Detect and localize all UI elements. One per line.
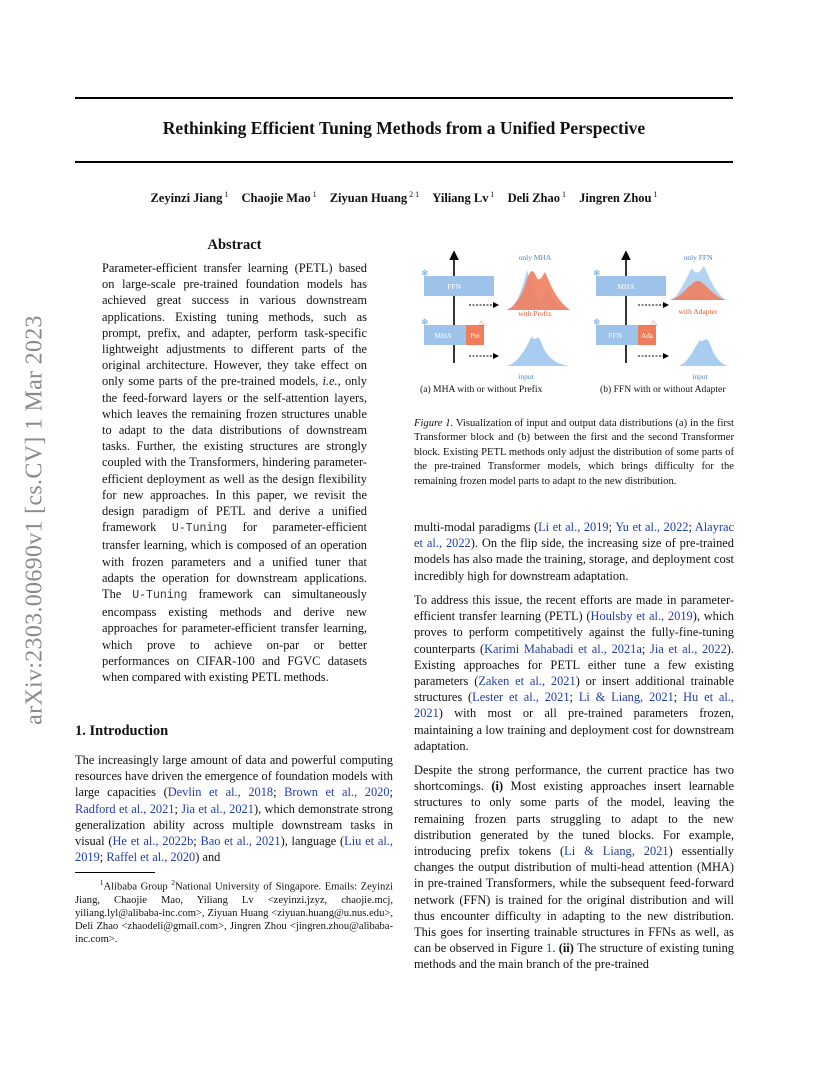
citation-link[interactable]: Raffel et al., 2020 <box>106 850 196 865</box>
distribution-input <box>506 336 570 366</box>
citation-link[interactable]: He et al., 2022b <box>112 834 194 849</box>
citation-link[interactable]: Alayrac et al., 2022 <box>414 520 734 551</box>
abstract-body: Parameter-efficient transfer learning (PETL) based on large-scale pre-trained foundation models has achieved great success in various downstream applications. Existing tuning methods, such as prompt, prefix, and adapter, perform task-specific lightweight adjustments to different parts of the original architecture. However, they take effect on only some parts of the pre-trained models, i.e., only the feed-forward layers or the self-attention layers, which leaves the remaining frozen structures unable to adapt to the data distributions of downstream tasks. Further, the existing structures are strongly coupled with the Transformers, hindering parameter-efficient deployment as well as the design flexibility for new approaches. In this paper, we revisit the design paradigm of PETL and derive a unified framework U-Tuning for parameter-efficient transfer learning, which is composed of an operation with frozen parameters and a unified tuner that adapts the operation for downstream applications. The U-Tuning framework can simultaneously encompass existing methods and derive new approaches for parameter-efficient transfer learning, which prove to achieve on-par or better performances on CIFAR-100 and FGVC datasets when compared with existing PETL methods. <box>102 261 367 685</box>
box-label: Pre <box>470 332 480 340</box>
right-paragraph-3: Despite the strong performance, the current practice has two shortcomings. (i) Most existing approaches insert learnable structures to only some parts of the model, leaving the remaining frozen parts struggling to adapt to the new distribution generated by the tuned blocks. For example, introducing prefix tokens (Li & Liang, 2021) essentially changes the output distribution of multi-head attention (MHA) in pre-trained Transformers, while the subsequent feed-forward network (FFN) is trained for the original distribution and will thus encounter difficulty in adapting to the new distribution. This goes for inserting trainable structures in FFNs as well, as can be observed in Figure 1. (ii) The structure of existing tuning methods and the main branch of the pre-trained <box>414 763 735 972</box>
top-label: only MHA <box>518 253 552 262</box>
figure-1-diagram <box>414 248 734 386</box>
author-list <box>75 190 733 206</box>
figure-caption: Figure 1. Visualization of input and output data distributions (a) in the first Transformer block and (b) between the first and the second Transformer block. Existing PETL methods only adjust the distribution of some parts of the pre-trained Transformer models, which brings difficulty for the remaining frozen model parts to adapt to the new distribution. <box>414 418 734 487</box>
figure-ref-link[interactable]: 1 <box>546 941 553 956</box>
citation-link[interactable]: Liu et al., 2019 <box>75 834 393 865</box>
citation-link[interactable]: Karimi Mahabadi et al., 2021a <box>484 641 642 656</box>
citation-link[interactable]: Lester et al., 2021 <box>472 690 570 705</box>
distribution-input <box>678 339 728 366</box>
citation-link[interactable]: Hu et al., 2021 <box>414 690 734 721</box>
top-label: only FFN <box>683 253 713 262</box>
citation-link[interactable]: Radford et al., 2021 <box>75 801 175 816</box>
citation-link[interactable]: Jia et al., 2022 <box>650 641 727 656</box>
snowflake-icon: ❄ <box>421 317 429 327</box>
intro-paragraph: The increasingly large amount of data and powerful computing resources have driven the emergence of foundation models with large capacities (Devlin et al., 2018; Brown et al., 2020; Radford et al., 2021; Jia et al., 2021), which demonstrate strong generalization ability across multiple downstream tasks in visual (He et al., 2022b; Bao et al., 2021), language (Liu et al., 2019; Raffel et al., 2020) and <box>75 753 393 865</box>
distribution-red <box>506 271 570 310</box>
paper-title: Rethinking Efficient Tuning Methods from a Unified Perspective <box>162 118 646 138</box>
panel-b <box>593 252 728 381</box>
author: Chaojie Mao $^1$ <box>241 190 317 206</box>
citation-link[interactable]: Bao et al., 2021 <box>200 834 281 849</box>
subfigure-caption-b: (b) FFN with or without Adapter <box>600 384 726 395</box>
fire-icon: ♨ <box>478 318 487 328</box>
author: Ziyuan Huang $^{2 1}$ <box>329 190 420 206</box>
figure-1 <box>414 248 734 398</box>
footnote-rule <box>75 872 155 873</box>
panel-a <box>421 252 570 381</box>
citation-link[interactable]: Yu et al., 2022 <box>615 520 689 534</box>
right-paragraph-1: multi-modal paradigms (Li et al., 2019; Yu et al., 2022; Alayrac et al., 2022). On the flip side, the increasing size of pre-trained models has also made the training, storage, and deployment cost incredibly high for downstream adaptation. <box>414 520 734 583</box>
input-label: input <box>518 372 534 381</box>
footnote: $^1$Alibaba Group $^2$National University of Singapore. Emails: Zeyinzi Jiang, Chaojie Mao, Yiliang Lv <zeyinzi.jzyz, chaojie.mcj, yiliang.lyl@alibaba-inc.com>, Ziyuan Huang <ziyuan.huang@u.nus.edu>, Deli Zhao <zhaodeli@gmail.com>, Jingren Zhou <jingren.zhou@alibaba-inc.com>. <box>75 878 393 946</box>
citation-link[interactable]: Jia et al., 2021 <box>181 801 254 816</box>
author: Deli Zhao $^1$ <box>507 190 567 206</box>
title-bottom-rule <box>75 161 733 163</box>
citation-link[interactable]: Houlsby et al., 2019 <box>590 609 693 624</box>
distribution-red <box>670 281 726 300</box>
box-label: Ada <box>641 332 653 340</box>
utuning-code: U-Tuning <box>171 522 228 536</box>
section-heading-introduction: 1. Introduction <box>75 723 169 739</box>
title-top-rule <box>75 97 733 99</box>
citation-link[interactable]: Zaken et al., 2021 <box>478 674 576 689</box>
citation-link[interactable]: Li & Liang, 2021 <box>578 690 674 705</box>
subfigure-caption-a: (a) MHA with or without Prefix <box>420 384 543 395</box>
mid-label: with Prefix <box>518 309 552 318</box>
box-label: FFN <box>447 282 461 291</box>
snowflake-icon: ❄ <box>593 268 601 278</box>
abstract-heading: Abstract <box>207 237 262 253</box>
box-label: MHA <box>617 282 635 291</box>
fire-icon: ♨ <box>650 318 659 328</box>
citation-link[interactable]: Brown et al., 2020 <box>284 785 390 800</box>
utuning-code: U-Tuning <box>132 589 188 603</box>
snowflake-icon: ❄ <box>593 317 601 327</box>
author: Zeyinzi Jiang $^1$ <box>150 190 229 206</box>
input-label: input <box>692 372 708 381</box>
citation-link[interactable]: Devlin et al., 2018 <box>167 785 274 800</box>
citation-link[interactable]: Li & Liang, 2021 <box>564 844 669 859</box>
right-paragraph-2: To address this issue, the recent efforts are made in parameter-efficient transfer learning (PETL) (Houlsby et al., 2019), which proves to perform competitively against the fully-fine-tuning counterparts (Karimi Mahabadi et al., 2021a; Jia et al., 2022). Existing approaches for PETL either tune a few existing parameters (Zaken et al., 2021) or insert additional trainable structures (Lester et al., 2021; Li & Liang, 2021; Hu et al., 2021) with most or all pre-trained parameters frozen, maintaining a low training and deployment cost for downstream adaptation. <box>414 593 735 753</box>
author: Yiliang Lv $^1$ <box>432 190 495 206</box>
box-label: MHA <box>434 331 452 340</box>
snowflake-icon: ❄ <box>421 268 429 278</box>
arxiv-stamp: arXiv:2303.00690v1 [cs.CV] 1 Mar 2023 <box>21 315 48 725</box>
citation-link[interactable]: Li et al., 2019 <box>538 520 609 534</box>
author: Jingren Zhou $^1$ <box>579 190 658 206</box>
box-label: FFN <box>608 331 622 340</box>
mid-label: with Adapter <box>678 307 718 316</box>
